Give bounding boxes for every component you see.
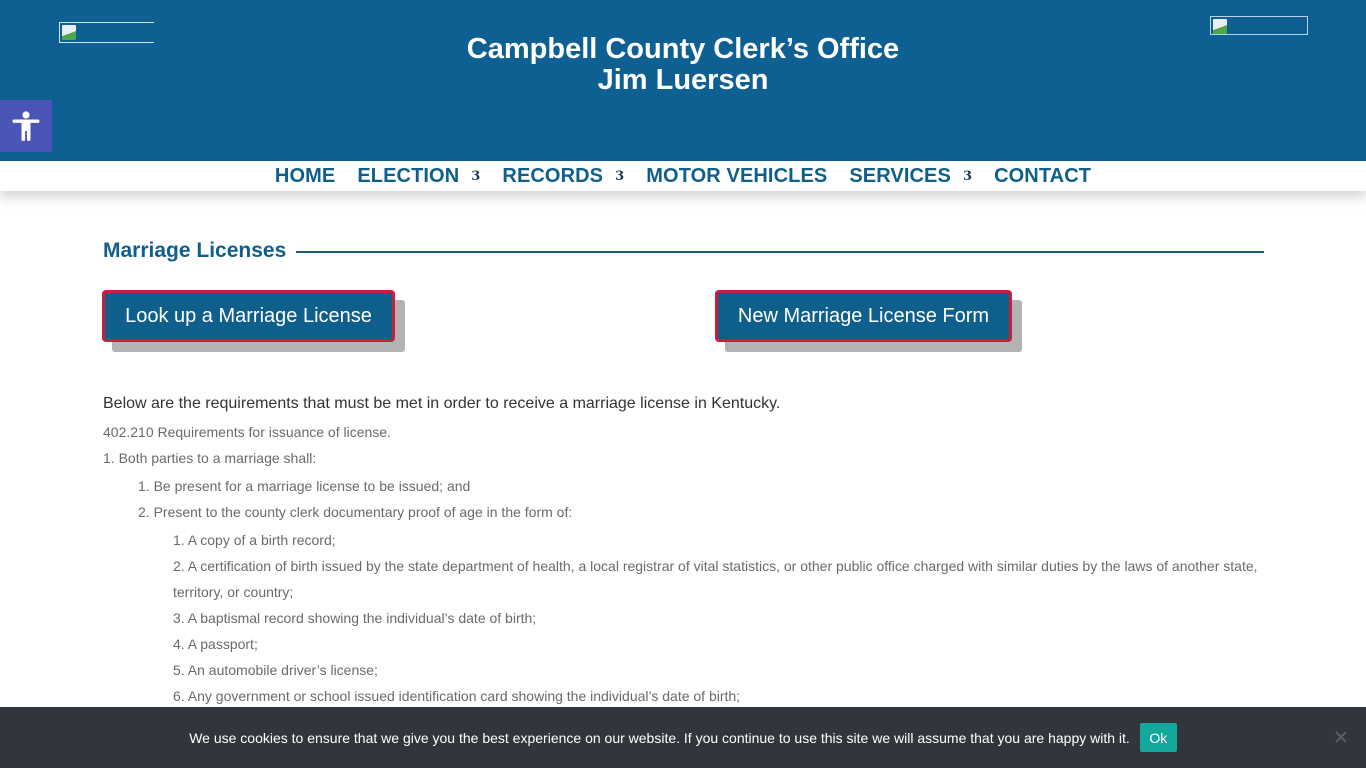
nav-records[interactable] [502,165,624,188]
site-title-line2: Jim Luersen [597,64,769,96]
main-nav [0,161,1366,191]
nav-home[interactable] [275,165,335,188]
nav-records-label: RECORDS [502,164,604,187]
intro-text: Below are the requirements that must be met in order to receive a marriage license in Kentucky. [103,395,781,412]
broken-image-icon [1213,19,1227,34]
requirements-content [103,393,1263,709]
proof-item: 3. A baptismal record showing the individual’s date of birth; [173,610,537,626]
nav-election[interactable] [357,165,480,188]
nav-election-label: ELECTION [357,164,460,187]
nav-services-label: SERVICES [849,164,951,187]
proof-item: 1. A copy of a birth record; [173,532,336,548]
statute-title: 402.210 Requirements for issuance of license. [103,424,391,440]
proof-item-continued: territory, or country; [173,584,294,600]
section-heading [103,238,1264,264]
dropdown-caret-icon: 3 [615,168,625,184]
proof-item: 5. An automobile driver’s license; [173,662,378,678]
lookup-marriage-license-button[interactable]: Look up a Marriage License [102,290,395,342]
page-title: Marriage Licenses [103,239,287,262]
nav-motor-vehicles[interactable] [646,165,827,188]
proof-item: 4. A passport; [173,636,258,652]
logo-right-image[interactable] [1210,16,1308,35]
dropdown-caret-icon: 3 [962,168,973,184]
cookie-ok-button[interactable]: Ok [1140,723,1177,752]
heading-divider [296,251,1264,253]
proof-item: 2. A certification of birth issued by the state department of health, a local registrar of vital statistics, or other public office charged with similar duties by the laws of another state, [173,558,1258,574]
nav-contact-label: CONTACT [994,164,1092,187]
site-header [0,0,1366,161]
site-title [0,34,1366,96]
requirement-subitem: 1. Be present for a marriage license to be issued; and [138,478,471,494]
nav-home-label: HOME [274,164,336,187]
new-marriage-license-form-button[interactable]: New Marriage License Form [715,290,1012,342]
cookie-banner [0,707,1366,768]
nav-services[interactable] [849,165,972,188]
accessibility-toolbar-button[interactable] [0,100,52,152]
nav-motor-vehicles-label: MOTOR VEHICLES [646,164,828,187]
close-icon[interactable] [1333,729,1349,745]
requirement-subitem: 2. Present to the county clerk documentary proof of age in the form of: [138,504,573,520]
dropdown-caret-icon: 3 [471,168,481,184]
requirement-item: 1. Both parties to a marriage shall: [103,450,317,466]
cookie-message: We use cookies to ensure that we give you the best experience on our website. If you continue to use this site we will assume that you are happy with it. [189,729,1130,746]
site-title-line1: Campbell County Clerk’s Office [466,33,900,65]
accessibility-person-icon [11,110,41,142]
nav-contact[interactable] [994,165,1091,188]
proof-item: 6. Any government or school issued identification card showing the individual’s date of birth; [173,688,741,704]
